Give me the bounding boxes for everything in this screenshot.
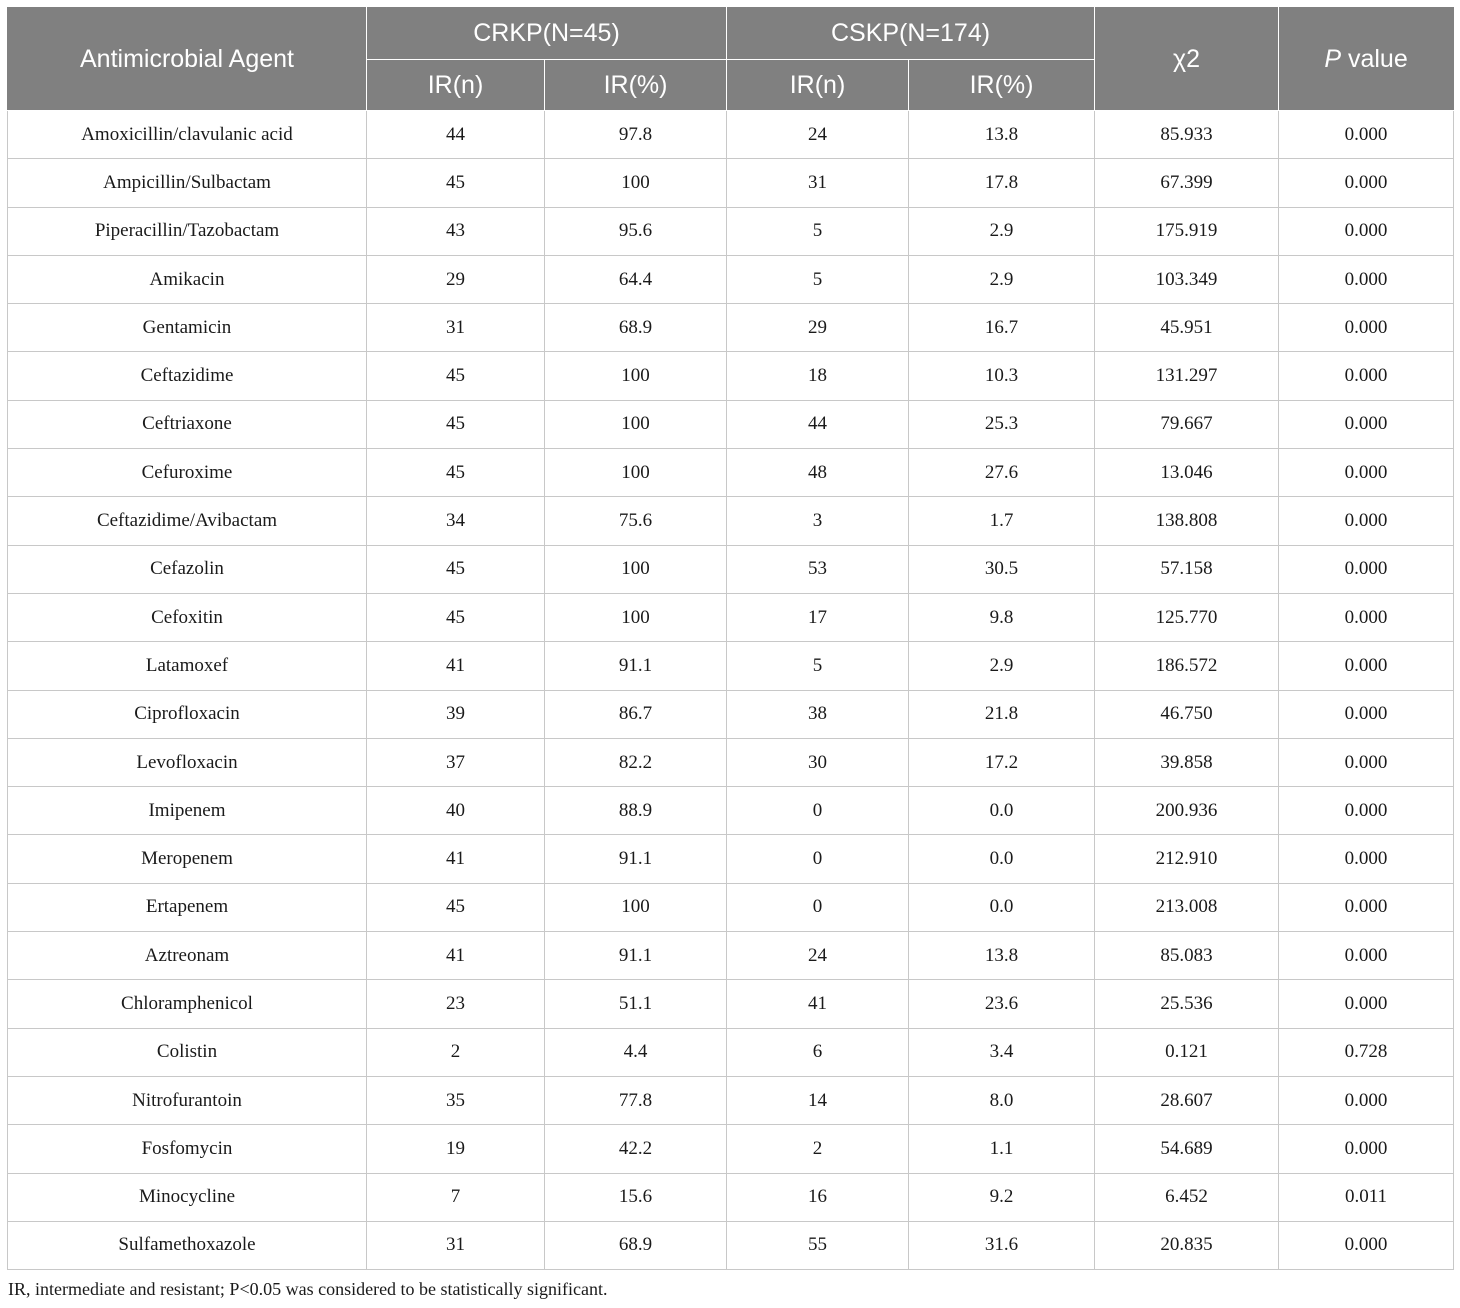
table-row [8, 932, 1454, 980]
table-row [8, 1125, 1454, 1173]
crkp-ir-n-cell: 23 [367, 980, 545, 1028]
p-value-cell: 0.000 [1279, 835, 1454, 883]
agent-cell: Minocycline [8, 1173, 367, 1221]
table-row [8, 304, 1454, 352]
p-value-cell: 0.000 [1279, 738, 1454, 786]
cskp-ir-n-cell: 53 [727, 545, 909, 593]
crkp-ir-n-cell: 45 [367, 159, 545, 207]
agent-cell: Ceftazidime [8, 352, 367, 400]
chi-square-cell: 20.835 [1095, 1221, 1279, 1269]
crkp-ir-n-cell: 45 [367, 352, 545, 400]
table-row [8, 1173, 1454, 1221]
chi-square-cell: 13.046 [1095, 449, 1279, 497]
chi-square-cell: 85.933 [1095, 111, 1279, 159]
table-row [8, 400, 1454, 448]
table-row [8, 207, 1454, 255]
table-row [8, 738, 1454, 786]
p-value-cell: 0.000 [1279, 352, 1454, 400]
table-row [8, 787, 1454, 835]
cskp-ir-pct-cell: 23.6 [909, 980, 1095, 1028]
cskp-ir-pct-cell: 8.0 [909, 1076, 1095, 1124]
crkp-ir-pct-cell: 75.6 [545, 497, 727, 545]
p-value-cell: 0.000 [1279, 883, 1454, 931]
cskp-ir-pct-cell: 0.0 [909, 787, 1095, 835]
crkp-ir-n-cell: 2 [367, 1028, 545, 1076]
cskp-ir-n-cell: 30 [727, 738, 909, 786]
table-row [8, 159, 1454, 207]
chi-square-cell: 79.667 [1095, 400, 1279, 448]
crkp-ir-pct-cell: 51.1 [545, 980, 727, 1028]
chi-square-cell: 57.158 [1095, 545, 1279, 593]
cskp-ir-pct-cell: 3.4 [909, 1028, 1095, 1076]
agent-cell: Gentamicin [8, 304, 367, 352]
agent-cell: Ertapenem [8, 883, 367, 931]
agent-cell: Imipenem [8, 787, 367, 835]
cskp-ir-pct-cell: 16.7 [909, 304, 1095, 352]
crkp-ir-n-cell: 43 [367, 207, 545, 255]
crkp-ir-n-cell: 45 [367, 545, 545, 593]
agent-cell: Cefoxitin [8, 593, 367, 641]
cskp-ir-pct-cell: 9.2 [909, 1173, 1095, 1221]
agent-cell: Colistin [8, 1028, 367, 1076]
crkp-ir-pct-cell: 15.6 [545, 1173, 727, 1221]
p-value-cell: 0.000 [1279, 932, 1454, 980]
chi-square-cell: 0.121 [1095, 1028, 1279, 1076]
chi-square-cell: 175.919 [1095, 207, 1279, 255]
crkp-ir-pct-cell: 42.2 [545, 1125, 727, 1173]
table-row [8, 497, 1454, 545]
crkp-ir-n-cell: 45 [367, 449, 545, 497]
cskp-ir-n-cell: 0 [727, 883, 909, 931]
table-row [8, 1028, 1454, 1076]
table-row [8, 980, 1454, 1028]
agent-cell: Cefazolin [8, 545, 367, 593]
cskp-ir-pct-cell: 27.6 [909, 449, 1095, 497]
cskp-ir-n-cell: 0 [727, 787, 909, 835]
header-crkp-ir-pct: IR(%) [545, 60, 727, 111]
cskp-ir-pct-cell: 13.8 [909, 111, 1095, 159]
header-p-value [1279, 8, 1454, 111]
crkp-ir-n-cell: 45 [367, 883, 545, 931]
chi-square-cell: 138.808 [1095, 497, 1279, 545]
table-row [8, 1076, 1454, 1124]
cskp-ir-n-cell: 14 [727, 1076, 909, 1124]
chi-square-cell: 39.858 [1095, 738, 1279, 786]
cskp-ir-pct-cell: 2.9 [909, 255, 1095, 303]
cskp-ir-n-cell: 6 [727, 1028, 909, 1076]
crkp-ir-pct-cell: 68.9 [545, 304, 727, 352]
p-value-cell: 0.000 [1279, 787, 1454, 835]
p-value-cell: 0.000 [1279, 1221, 1454, 1269]
chi-square-cell: 103.349 [1095, 255, 1279, 303]
chi-square-cell: 46.750 [1095, 690, 1279, 738]
table-row [8, 449, 1454, 497]
agent-cell: Amoxicillin/clavulanic acid [8, 111, 367, 159]
cskp-ir-n-cell: 44 [727, 400, 909, 448]
p-value-cell: 0.000 [1279, 642, 1454, 690]
crkp-ir-pct-cell: 100 [545, 400, 727, 448]
cskp-ir-n-cell: 5 [727, 207, 909, 255]
p-value-cell: 0.000 [1279, 497, 1454, 545]
header-cskp-ir-pct: IR(%) [909, 60, 1095, 111]
agent-cell: Fosfomycin [8, 1125, 367, 1173]
p-value-cell: 0.000 [1279, 159, 1454, 207]
cskp-ir-pct-cell: 17.8 [909, 159, 1095, 207]
crkp-ir-pct-cell: 97.8 [545, 111, 727, 159]
chi-square-cell: 6.452 [1095, 1173, 1279, 1221]
crkp-ir-n-cell: 31 [367, 1221, 545, 1269]
crkp-ir-pct-cell: 100 [545, 545, 727, 593]
crkp-ir-n-cell: 31 [367, 304, 545, 352]
table-row [8, 883, 1454, 931]
crkp-ir-pct-cell: 4.4 [545, 1028, 727, 1076]
crkp-ir-pct-cell: 68.9 [545, 1221, 727, 1269]
header-crkp-group: CRKP(N=45) [367, 8, 727, 60]
p-value-cell: 0.000 [1279, 593, 1454, 641]
cskp-ir-pct-cell: 17.2 [909, 738, 1095, 786]
crkp-ir-n-cell: 41 [367, 642, 545, 690]
cskp-ir-n-cell: 41 [727, 980, 909, 1028]
header-antimicrobial-agent: Antimicrobial Agent [8, 8, 367, 111]
crkp-ir-n-cell: 41 [367, 835, 545, 883]
cskp-ir-n-cell: 55 [727, 1221, 909, 1269]
crkp-ir-n-cell: 44 [367, 111, 545, 159]
agent-cell: Piperacillin/Tazobactam [8, 207, 367, 255]
crkp-ir-pct-cell: 91.1 [545, 932, 727, 980]
p-value-cell: 0.000 [1279, 207, 1454, 255]
table-row [8, 690, 1454, 738]
p-value-cell: 0.000 [1279, 255, 1454, 303]
chi-square-cell: 85.083 [1095, 932, 1279, 980]
crkp-ir-n-cell: 34 [367, 497, 545, 545]
cskp-ir-pct-cell: 13.8 [909, 932, 1095, 980]
crkp-ir-n-cell: 19 [367, 1125, 545, 1173]
cskp-ir-n-cell: 48 [727, 449, 909, 497]
cskp-ir-n-cell: 18 [727, 352, 909, 400]
table-header [8, 8, 1454, 111]
agent-cell: Ceftazidime/Avibactam [8, 497, 367, 545]
table-row [8, 1221, 1454, 1269]
header-p-suffix: value [1341, 44, 1408, 73]
p-value-cell: 0.000 [1279, 980, 1454, 1028]
table-row [8, 835, 1454, 883]
crkp-ir-pct-cell: 82.2 [545, 738, 727, 786]
cskp-ir-n-cell: 24 [727, 932, 909, 980]
agent-cell: Sulfamethoxazole [8, 1221, 367, 1269]
chi-square-cell: 125.770 [1095, 593, 1279, 641]
table-row [8, 642, 1454, 690]
crkp-ir-pct-cell: 100 [545, 159, 727, 207]
crkp-ir-pct-cell: 100 [545, 883, 727, 931]
table-row [8, 593, 1454, 641]
agent-cell: Chloramphenicol [8, 980, 367, 1028]
cskp-ir-n-cell: 17 [727, 593, 909, 641]
crkp-ir-n-cell: 40 [367, 787, 545, 835]
table-row [8, 111, 1454, 159]
crkp-ir-n-cell: 45 [367, 593, 545, 641]
agent-cell: Cefuroxime [8, 449, 367, 497]
chi-square-cell: 212.910 [1095, 835, 1279, 883]
cskp-ir-pct-cell: 31.6 [909, 1221, 1095, 1269]
crkp-ir-pct-cell: 100 [545, 352, 727, 400]
cskp-ir-pct-cell: 10.3 [909, 352, 1095, 400]
chi-square-cell: 25.536 [1095, 980, 1279, 1028]
crkp-ir-n-cell: 41 [367, 932, 545, 980]
cskp-ir-pct-cell: 0.0 [909, 883, 1095, 931]
cskp-ir-n-cell: 2 [727, 1125, 909, 1173]
chi-square-cell: 45.951 [1095, 304, 1279, 352]
p-value-cell: 0.000 [1279, 1076, 1454, 1124]
cskp-ir-n-cell: 38 [727, 690, 909, 738]
crkp-ir-pct-cell: 91.1 [545, 835, 727, 883]
p-value-cell: 0.011 [1279, 1173, 1454, 1221]
crkp-ir-pct-cell: 64.4 [545, 255, 727, 303]
header-chi-square: χ2 [1095, 8, 1279, 111]
p-value-cell: 0.000 [1279, 304, 1454, 352]
p-value-cell: 0.000 [1279, 449, 1454, 497]
chi-square-cell: 200.936 [1095, 787, 1279, 835]
crkp-ir-pct-cell: 88.9 [545, 787, 727, 835]
header-p-italic: P [1324, 44, 1342, 73]
cskp-ir-pct-cell: 21.8 [909, 690, 1095, 738]
table-footnote: IR, intermediate and resistant; P<0.05 was considered to be statistically significant. [8, 1279, 608, 1299]
header-cskp-ir-n: IR(n) [727, 60, 909, 111]
crkp-ir-n-cell: 45 [367, 400, 545, 448]
crkp-ir-pct-cell: 100 [545, 593, 727, 641]
cskp-ir-n-cell: 29 [727, 304, 909, 352]
cskp-ir-pct-cell: 2.9 [909, 207, 1095, 255]
chi-square-cell: 213.008 [1095, 883, 1279, 931]
cskp-ir-pct-cell: 9.8 [909, 593, 1095, 641]
header-cskp-group: CSKP(N=174) [727, 8, 1095, 60]
chi-square-cell: 131.297 [1095, 352, 1279, 400]
chi-square-cell: 186.572 [1095, 642, 1279, 690]
crkp-ir-pct-cell: 77.8 [545, 1076, 727, 1124]
agent-cell: Amikacin [8, 255, 367, 303]
table-row [8, 255, 1454, 303]
agent-cell: Latamoxef [8, 642, 367, 690]
cskp-ir-n-cell: 16 [727, 1173, 909, 1221]
crkp-ir-n-cell: 37 [367, 738, 545, 786]
agent-cell: Levofloxacin [8, 738, 367, 786]
chi-square-cell: 67.399 [1095, 159, 1279, 207]
crkp-ir-pct-cell: 91.1 [545, 642, 727, 690]
p-value-cell: 0.000 [1279, 400, 1454, 448]
cskp-ir-pct-cell: 25.3 [909, 400, 1095, 448]
chi-square-cell: 54.689 [1095, 1125, 1279, 1173]
p-value-cell: 0.000 [1279, 1125, 1454, 1173]
cskp-ir-n-cell: 3 [727, 497, 909, 545]
table-row [8, 545, 1454, 593]
table-body [8, 111, 1454, 1270]
cskp-ir-n-cell: 0 [727, 835, 909, 883]
crkp-ir-n-cell: 35 [367, 1076, 545, 1124]
agent-cell: Ceftriaxone [8, 400, 367, 448]
cskp-ir-pct-cell: 1.7 [909, 497, 1095, 545]
agent-cell: Aztreonam [8, 932, 367, 980]
p-value-cell: 0.000 [1279, 690, 1454, 738]
agent-cell: Ciprofloxacin [8, 690, 367, 738]
crkp-ir-n-cell: 39 [367, 690, 545, 738]
crkp-ir-pct-cell: 100 [545, 449, 727, 497]
resistance-table [7, 7, 1454, 1270]
cskp-ir-n-cell: 31 [727, 159, 909, 207]
crkp-ir-pct-cell: 86.7 [545, 690, 727, 738]
p-value-cell: 0.000 [1279, 111, 1454, 159]
crkp-ir-n-cell: 29 [367, 255, 545, 303]
table-row [8, 352, 1454, 400]
cskp-ir-n-cell: 24 [727, 111, 909, 159]
cskp-ir-pct-cell: 1.1 [909, 1125, 1095, 1173]
cskp-ir-n-cell: 5 [727, 255, 909, 303]
crkp-ir-pct-cell: 95.6 [545, 207, 727, 255]
crkp-ir-n-cell: 7 [367, 1173, 545, 1221]
agent-cell: Ampicillin/Sulbactam [8, 159, 367, 207]
cskp-ir-n-cell: 5 [727, 642, 909, 690]
cskp-ir-pct-cell: 2.9 [909, 642, 1095, 690]
p-value-cell: 0.000 [1279, 545, 1454, 593]
p-value-cell: 0.728 [1279, 1028, 1454, 1076]
agent-cell: Nitrofurantoin [8, 1076, 367, 1124]
cskp-ir-pct-cell: 30.5 [909, 545, 1095, 593]
agent-cell: Meropenem [8, 835, 367, 883]
cskp-ir-pct-cell: 0.0 [909, 835, 1095, 883]
chi-square-cell: 28.607 [1095, 1076, 1279, 1124]
header-crkp-ir-n: IR(n) [367, 60, 545, 111]
